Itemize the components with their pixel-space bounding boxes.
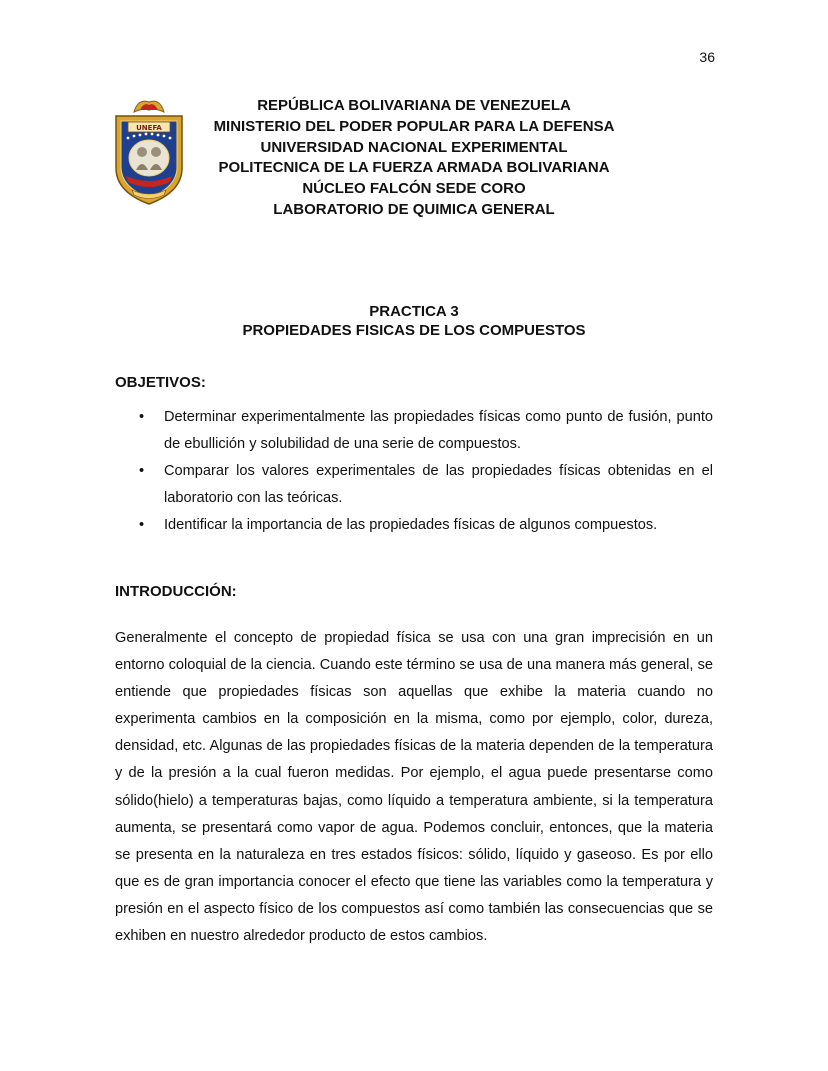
header-line-university: UNIVERSIDAD NACIONAL EXPERIMENTAL <box>260 138 568 156</box>
bullet-icon: • <box>139 463 145 479</box>
list-item <box>115 512 713 539</box>
bullet-icon: • <box>139 517 145 533</box>
objective-text: Comparar los valores experimentales de las propiedades físicas obtenidas en el laboratorio con las teóricas. <box>164 463 713 506</box>
introduction-heading: INTRODUCCIÓN: <box>115 583 237 600</box>
institution-header <box>190 96 638 221</box>
practice-number: PRACTICA 3 <box>369 303 459 320</box>
header-line-polytechnic: POLITECNICA DE LA FUERZA ARMADA BOLIVARIANA <box>218 159 610 177</box>
objective-text: Determinar experimentalmente las propiedades físicas como punto de fusión, punto de ebullición y solubilidad de una serie de compuestos. <box>164 409 713 452</box>
introduction-paragraph: Generalmente el concepto de propiedad física se usa con una gran imprecisión en un entorno coloquial de la ciencia. Cuando este término se usa de una manera más general, se entiende que propiedades físicas son aquellas que exhibe la materia cuando no experimenta cambios en la composición en la misma, como por ejemplo, color, dureza, densidad, etc. Algunas de las propiedades físicas de la materia dependen de la temperatura y de la presión a la cual fueron medidas. Por ejemplo, el agua puede presentarse como sólido(hielo) a temperaturas bajas, como líquido a temperatura ambiente, si la temperatura aumenta, se presentará como vapor de agua. Podemos concluir, entonces, que la materia se presenta en la naturaleza en tres estados físicos: sólido, líquido y gaseoso. Es por ello que es de gran importancia conocer el efecto que tiene las variables como la temperatura y presión en el aspecto físico de los compuestos así como también las consecuencias que se exhiben en nuestro alrededor producto de estos cambios. <box>115 630 713 945</box>
bullet-icon: • <box>139 409 145 425</box>
header-line-nucleus: NÚCLEO FALCÓN SEDE CORO <box>302 180 526 198</box>
practice-title-block <box>0 302 828 340</box>
list-item <box>115 458 713 512</box>
objectives-list <box>115 404 713 539</box>
practice-title: PROPIEDADES FISICAS DE LOS COMPUESTOS <box>242 322 586 339</box>
objective-text: Identificar la importancia de las propiedades físicas de algunos compuestos. <box>164 517 658 533</box>
header-line-laboratory: LABORATORIO DE QUIMICA GENERAL <box>273 200 555 218</box>
objectives-heading: OBJETIVOS: <box>115 374 206 391</box>
university-crest-icon <box>112 98 186 210</box>
header-line-republic: REPÚBLICA BOLIVARIANA DE VENEZUELA <box>257 97 571 114</box>
header-line-ministry: MINISTERIO DEL PODER POPULAR PARA LA DEFENSA <box>213 117 615 135</box>
list-item <box>115 404 713 458</box>
page-number: 36 <box>699 49 715 65</box>
svg-text:UNEFA: UNEFA <box>136 124 162 132</box>
